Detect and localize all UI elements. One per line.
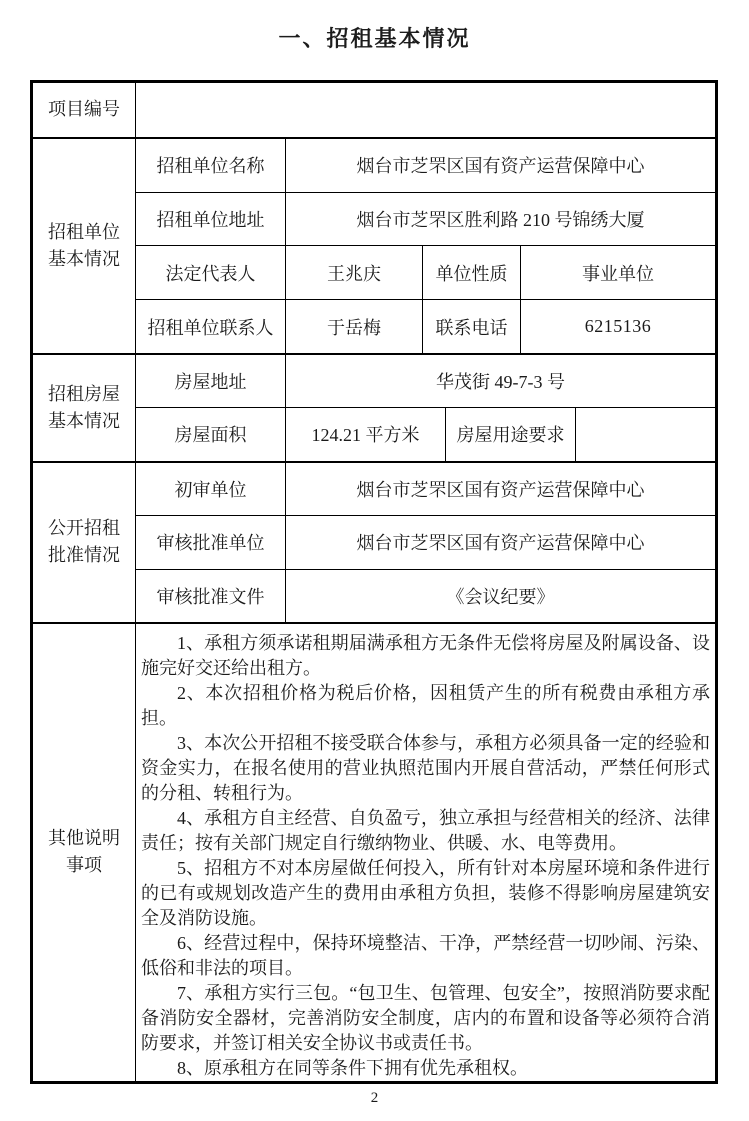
section-approval-info	[33, 461, 715, 622]
field-value-phone: 6215136	[520, 300, 715, 353]
table-row	[136, 407, 715, 460]
field-value-house-address: 华茂街 49-7-3 号	[285, 355, 715, 407]
table-row	[136, 355, 715, 407]
field-label-contact-person: 招租单位联系人	[147, 317, 274, 338]
field-label-legal-rep: 法定代表人	[165, 263, 256, 284]
note-paragraph: 2、本次招租价格为税后价格，因租赁产生的所有税费由承租方承担。	[141, 682, 710, 728]
field-label-approval-unit: 审核批准单位	[156, 533, 265, 554]
field-value-approval-unit: 烟台市芝罘区国有资产运营保障中心	[285, 516, 715, 568]
field-value-unit-type: 事业单位	[520, 246, 715, 299]
table-row	[136, 463, 715, 515]
field-value-house-area: 124.21 平方米	[285, 408, 445, 460]
table-row	[136, 192, 715, 246]
page-number: 2	[370, 1090, 379, 1106]
field-label-approval-document: 审核批准文件	[156, 586, 265, 607]
table-row	[136, 245, 715, 299]
page-title: 一、招租基本情况	[278, 26, 471, 51]
field-label-initial-review-unit: 初审单位	[174, 479, 247, 500]
field-label-unit-name: 招租单位名称	[156, 156, 265, 177]
table-row	[136, 515, 715, 568]
field-value-usage-requirement	[575, 408, 715, 460]
note-paragraph: 5、招租方不对本房屋做任何投入，所有针对本房屋环境和条件进行的已有或规划改造产生的费用由承租方负担，装修不得影响房屋建筑安全及消防设施。	[141, 857, 710, 928]
field-label-house-address: 房屋地址	[174, 372, 247, 393]
table-row	[136, 569, 715, 622]
field-value-legal-rep: 王兆庆	[285, 246, 422, 299]
field-value-approval-document: 《会议纪要》	[285, 570, 715, 622]
note-paragraph: 6、经营过程中，保持环境整洁、干净，严禁经营一切吵闹、污染、低俗和非法的项目。	[141, 932, 710, 978]
field-value-initial-review-unit: 烟台市芝罘区国有资产运营保障中心	[285, 463, 715, 515]
table-row	[136, 139, 715, 192]
field-label-phone: 联系电话	[422, 300, 520, 353]
section-property-info	[33, 353, 715, 461]
note-paragraph: 1、承租方须承诺租期届满承租方无条件无偿将房屋及附属设备、设施完好交还给出租方。	[141, 632, 710, 678]
field-value-unit-address: 烟台市芝罘区胜利路 210 号锦绣大厦	[285, 193, 715, 246]
field-label-house-area: 房屋面积	[174, 425, 247, 446]
section-label-other-notes: 其他说明事项	[33, 624, 136, 1081]
section-label-lessor-info: 招租单位基本情况	[33, 139, 136, 353]
field-label-unit-type: 单位性质	[422, 246, 520, 299]
note-paragraph: 7、承租方实行三包。“包卫生、包管理、包安全”，按照消防要求配备消防安全器材，完善消防安全制度，店内的布置和设备等必须符合消防要求，并签订相关安全协议书或责任书。	[141, 982, 710, 1053]
field-label-unit-address: 招租单位地址	[156, 209, 265, 230]
other-notes-text	[136, 624, 715, 1081]
section-label-property-info: 招租房屋基本情况	[33, 355, 136, 461]
project-number-value	[136, 83, 715, 137]
note-paragraph: 4、承租方自主经营、自负盈亏，独立承担与经营相关的经济、法律责任；按有关部门规定自行缴纳物业、供暖、水、电等费用。	[141, 807, 710, 853]
section-label-approval-info: 公开招租批准情况	[33, 463, 136, 622]
section-other-notes	[33, 622, 715, 1081]
note-paragraph: 8、原承租方在同等条件下拥有优先承租权。	[177, 1057, 528, 1078]
section-lessor-info	[33, 137, 715, 353]
field-value-contact-person: 于岳梅	[285, 300, 422, 353]
note-paragraph: 3、本次公开招租不接受联合体参与，承租方必须具备一定的经验和资金实力，在报名使用的营业执照范围内开展自营活动，严禁任何形式的分租、转租行为。	[141, 732, 710, 803]
field-label-usage-requirement: 房屋用途要求	[445, 408, 575, 460]
table-row	[136, 299, 715, 353]
field-value-unit-name: 烟台市芝罘区国有资产运营保障中心	[285, 139, 715, 192]
project-number-label: 项目编号	[33, 83, 136, 137]
rental-info-table	[30, 80, 718, 1084]
section-project-number	[33, 83, 715, 137]
